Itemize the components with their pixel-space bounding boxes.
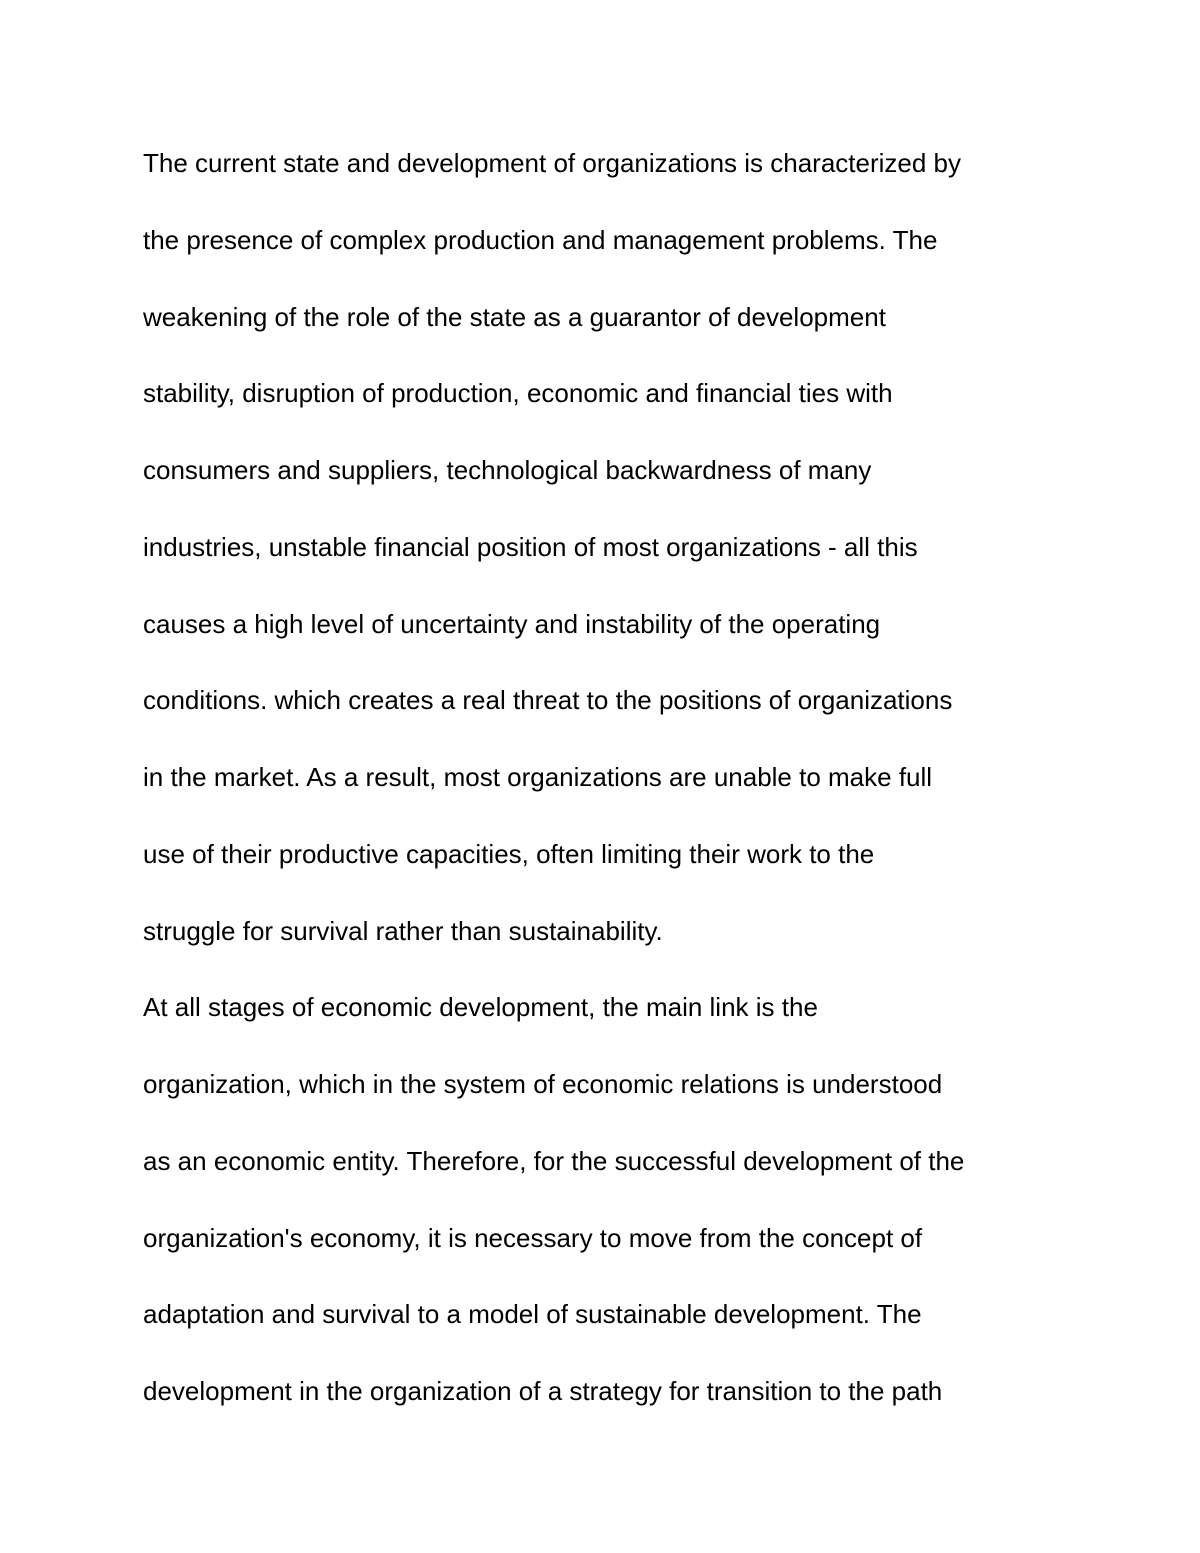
paragraph-1-line-8: conditions. which creates a real threat to the positions of organizations xyxy=(143,685,953,715)
paragraph-2-line-3: as an economic entity. Therefore, for the successful development of the xyxy=(143,1146,965,1176)
paragraph-2-line-4: organization's economy, it is necessary to move from the concept of xyxy=(143,1223,923,1253)
paragraph-1-line-11: struggle for survival rather than sustainability. xyxy=(143,916,663,946)
paragraph-1-line-6: industries, unstable financial position of most organizations - all this xyxy=(143,532,918,562)
paragraph-1-line-2: the presence of complex production and management problems. The xyxy=(143,225,938,255)
paragraph-1-line-3: weakening of the role of the state as a guarantor of development xyxy=(143,302,886,332)
paragraph-1-line-4: stability, disruption of production, economic and financial ties with xyxy=(143,378,893,408)
paragraph-1-line-7: causes a high level of uncertainty and instability of the operating xyxy=(143,609,881,639)
paragraph-1-line-9: in the market. As a result, most organizations are unable to make full xyxy=(143,762,933,792)
paragraph-2-line-1: At all stages of economic development, the main link is the xyxy=(143,992,818,1022)
paragraph-2-line-5: adaptation and survival to a model of sustainable development. The xyxy=(143,1299,922,1329)
paragraph-2-line-2: organization, which in the system of economic relations is understood xyxy=(143,1069,943,1099)
paragraph-1-line-10: use of their productive capacities, often limiting their work to the xyxy=(143,839,875,869)
paragraph-2-line-6: development in the organization of a strategy for transition to the path xyxy=(143,1376,943,1406)
paragraph-1-line-5: consumers and suppliers, technological backwardness of many xyxy=(143,455,872,485)
paragraph-1-line-1: The current state and development of organizations is characterized by xyxy=(143,148,962,178)
